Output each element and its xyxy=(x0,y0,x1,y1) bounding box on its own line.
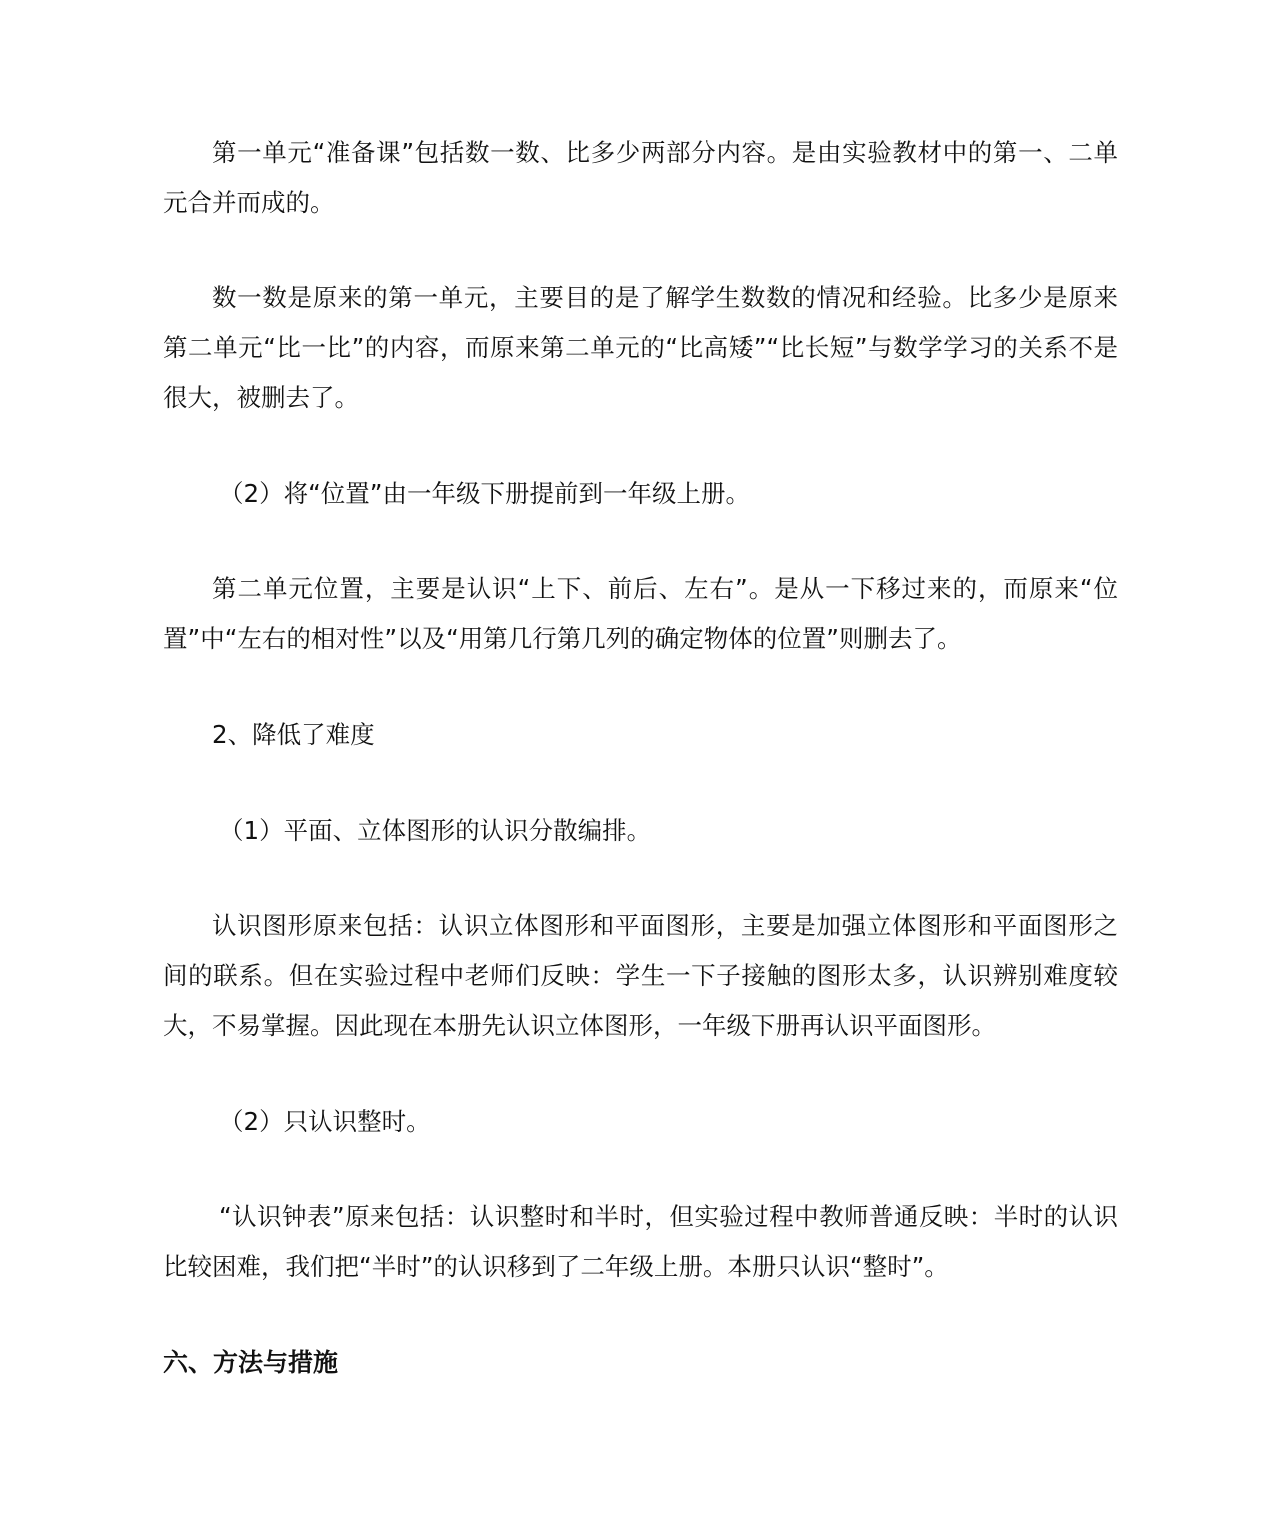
paragraph-counting-comparison: 数一数是原来的第一单元，主要目的是了解学生数数的情况和经验。比多少是原来第二单元“比一比”的内容，而原来第二单元的“比高矮”“比长短”与数学学习的关系不是很大，被删去了。 xyxy=(163,283,1118,412)
paragraph-recognizing-shapes: 认识图形原来包括：认识立体图形和平面图形，主要是加强立体图形和平面图形之间的联系。但在实验过程中老师们反映：学生一下子接触的图形太多，认识辨别难度较大，不易掌握。因此现在本册先认识立体图形，一年级下册再认识平面图形。 xyxy=(163,911,1118,1040)
paragraph-reduced-difficulty: 2、降低了难度 xyxy=(212,720,375,749)
section-heading-methods: 六、方法与措施 xyxy=(163,1348,339,1377)
paragraph-unit-two-position: 第二单元位置，主要是认识“上下、前后、左右”。是从一下移过来的，而原来“位置”中“左右的相对性”以及“用第几行第几列的确定物体的位置”则删去了。 xyxy=(163,574,1118,653)
paragraph-position-moved: （2）将“位置”由一年级下册提前到一年级上册。 xyxy=(219,479,750,508)
paragraph-shapes-scattered: （1）平面、立体图形的认识分散编排。 xyxy=(219,816,652,845)
paragraph-whole-hours: （2）只认识整时。 xyxy=(219,1107,431,1136)
paragraph-clock-reading: “认识钟表”原来包括：认识整时和半时，但实验过程中教师普通反映：半时的认识比较困难，我们把“半时”的认识移到了二年级上册。本册只认识“整时”。 xyxy=(163,1202,1118,1281)
paragraph-unit-one-prep: 第一单元“准备课”包括数一数、比多少两部分内容。是由实验教材中的第一、二单元合并而成的。 xyxy=(163,138,1118,217)
